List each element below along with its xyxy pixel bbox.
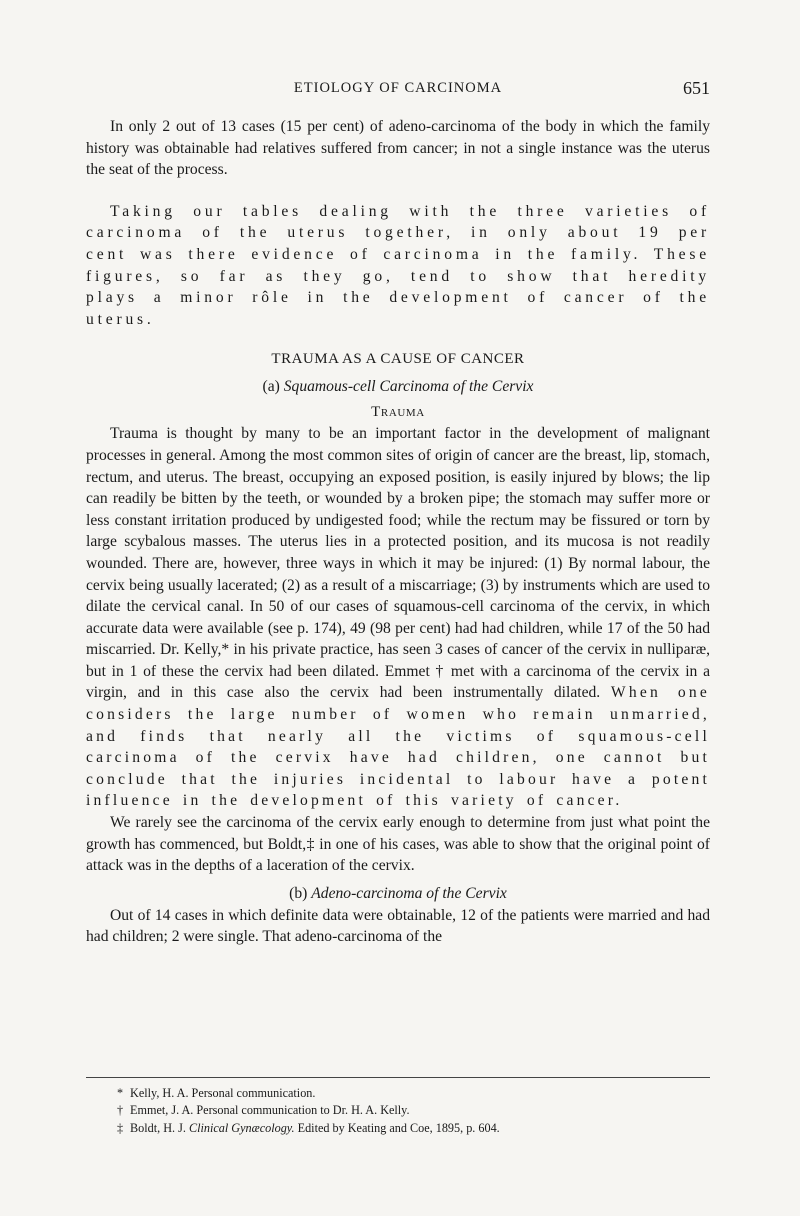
footnote-text: Kelly, H. A. Personal communication. [130, 1086, 316, 1100]
running-head [86, 78, 710, 100]
footnote-mark: † [117, 1103, 124, 1118]
subsection-b-title: Adeno-carcinoma of the Cervix [311, 884, 507, 902]
paragraph-trauma-emphasis: When one considers the large number of women who remain unmarried, and finds that nearly all the victims of squamous-cell carcinoma of the cervix have had children, one cannot but conclude that the injuries incidental to labour have a potent influence in the development of this variety of cancer. [86, 684, 710, 810]
subsection-a-heading [86, 376, 710, 398]
footnote-3 [117, 1120, 717, 1137]
footnote-author: Boldt, H. J. [130, 1120, 186, 1135]
paragraph-adeno-body: In only 2 out of 13 cases (15 per cent) of adeno-carcinoma of the body in which the family history was obtainable had relatives suffered from cancer; in not a single instance was the uterus the seat of the process. [86, 118, 710, 179]
section-heading: TRAUMA AS A CAUSE OF CANCER [271, 351, 525, 368]
footnote-journal: Clinical Gynæcology. [188, 1120, 295, 1135]
subsection-b-heading [86, 883, 710, 905]
subsection-a-label: (a) [262, 378, 280, 396]
footnote-divider [86, 1077, 710, 1078]
paragraph-boldt: We rarely see the carcinoma of the cervix early enough to determine from just what point the growth has commenced, but Boldt,‡ in one of his cases, was able to show that the original point of attack was in the depths of a laceration of the cervix. [86, 814, 710, 875]
paragraph-trauma [86, 423, 710, 812]
paragraph-adeno-cervix: Out of 14 cases in which definite data were obtainable, 12 of the patients were married and had had children; 2 were single. That adeno-carcinoma of the [86, 906, 710, 946]
footnote-mark: * [117, 1086, 124, 1100]
subsection-b-label: (b) [289, 884, 308, 902]
subsection-a-subtitle: Trauma [371, 404, 425, 421]
paragraph-heredity-summary: Taking our tables dealing with the three varieties of carcinoma of the uterus together, in only about 19 per cent was there evidence of carcinoma in the family. These figures, so far as they go, tend to show that heredity plays a minor rôle in the development of cancer of the uterus. [86, 202, 710, 328]
footnotes [117, 1085, 717, 1137]
subsection-a-title: Squamous-cell Carcinoma of the Cervix [283, 378, 534, 396]
footnote-rest: Edited by Keating and Coe, 1895, p. 604. [297, 1120, 500, 1135]
page-body [86, 116, 710, 948]
running-title: ETIOLOGY OF CARCINOMA [293, 80, 503, 96]
paragraph-trauma-main: Trauma is thought by many to be an important factor in the development of malignant processes in general. Among the most common sites of origin of cancer are the breast, lip, stomach, rectum, and uterus. The breast, occupying an exposed position, is easily injured by blows; the lip can readily be bitten by the teeth, or wounded by a broken pipe; the stomach may suffer more or less constant irritation produced by undigested food; while the rectum may be fissured or torn by large scybalous masses. The uterus lies in a protected position, and its mucosa is not readily wounded. There are, however, three ways in which it may be injured: (1) By normal labour, the cervix being usually lacerated; (2) as a result of a miscarriage; (3) by instruments which are used to dilate the cervical canal. In 50 of our cases of squamous-cell carcinoma of the cervix, in which accurate data were available (see p. 174), 49 (98 per cent) had had children, while 17 of the 50 had miscarried. Dr. Kelly,* in his private practice, has seen 3 cases of cancer of the cervix in nulliparæ, but in 1 of these the cervix had been dilated. Emmet † met with a carcinoma of the cervix in a virgin, and in this case also the cervix had been instrumentally dilated. [86, 425, 710, 702]
page-number: 651 [683, 78, 710, 98]
footnote-mark: ‡ [117, 1120, 124, 1135]
footnote-1 [117, 1085, 717, 1102]
footnote-text: Emmet, J. A. Personal communication to Dr. H. A. Kelly. [130, 1103, 410, 1118]
footnote-2 [117, 1102, 717, 1119]
